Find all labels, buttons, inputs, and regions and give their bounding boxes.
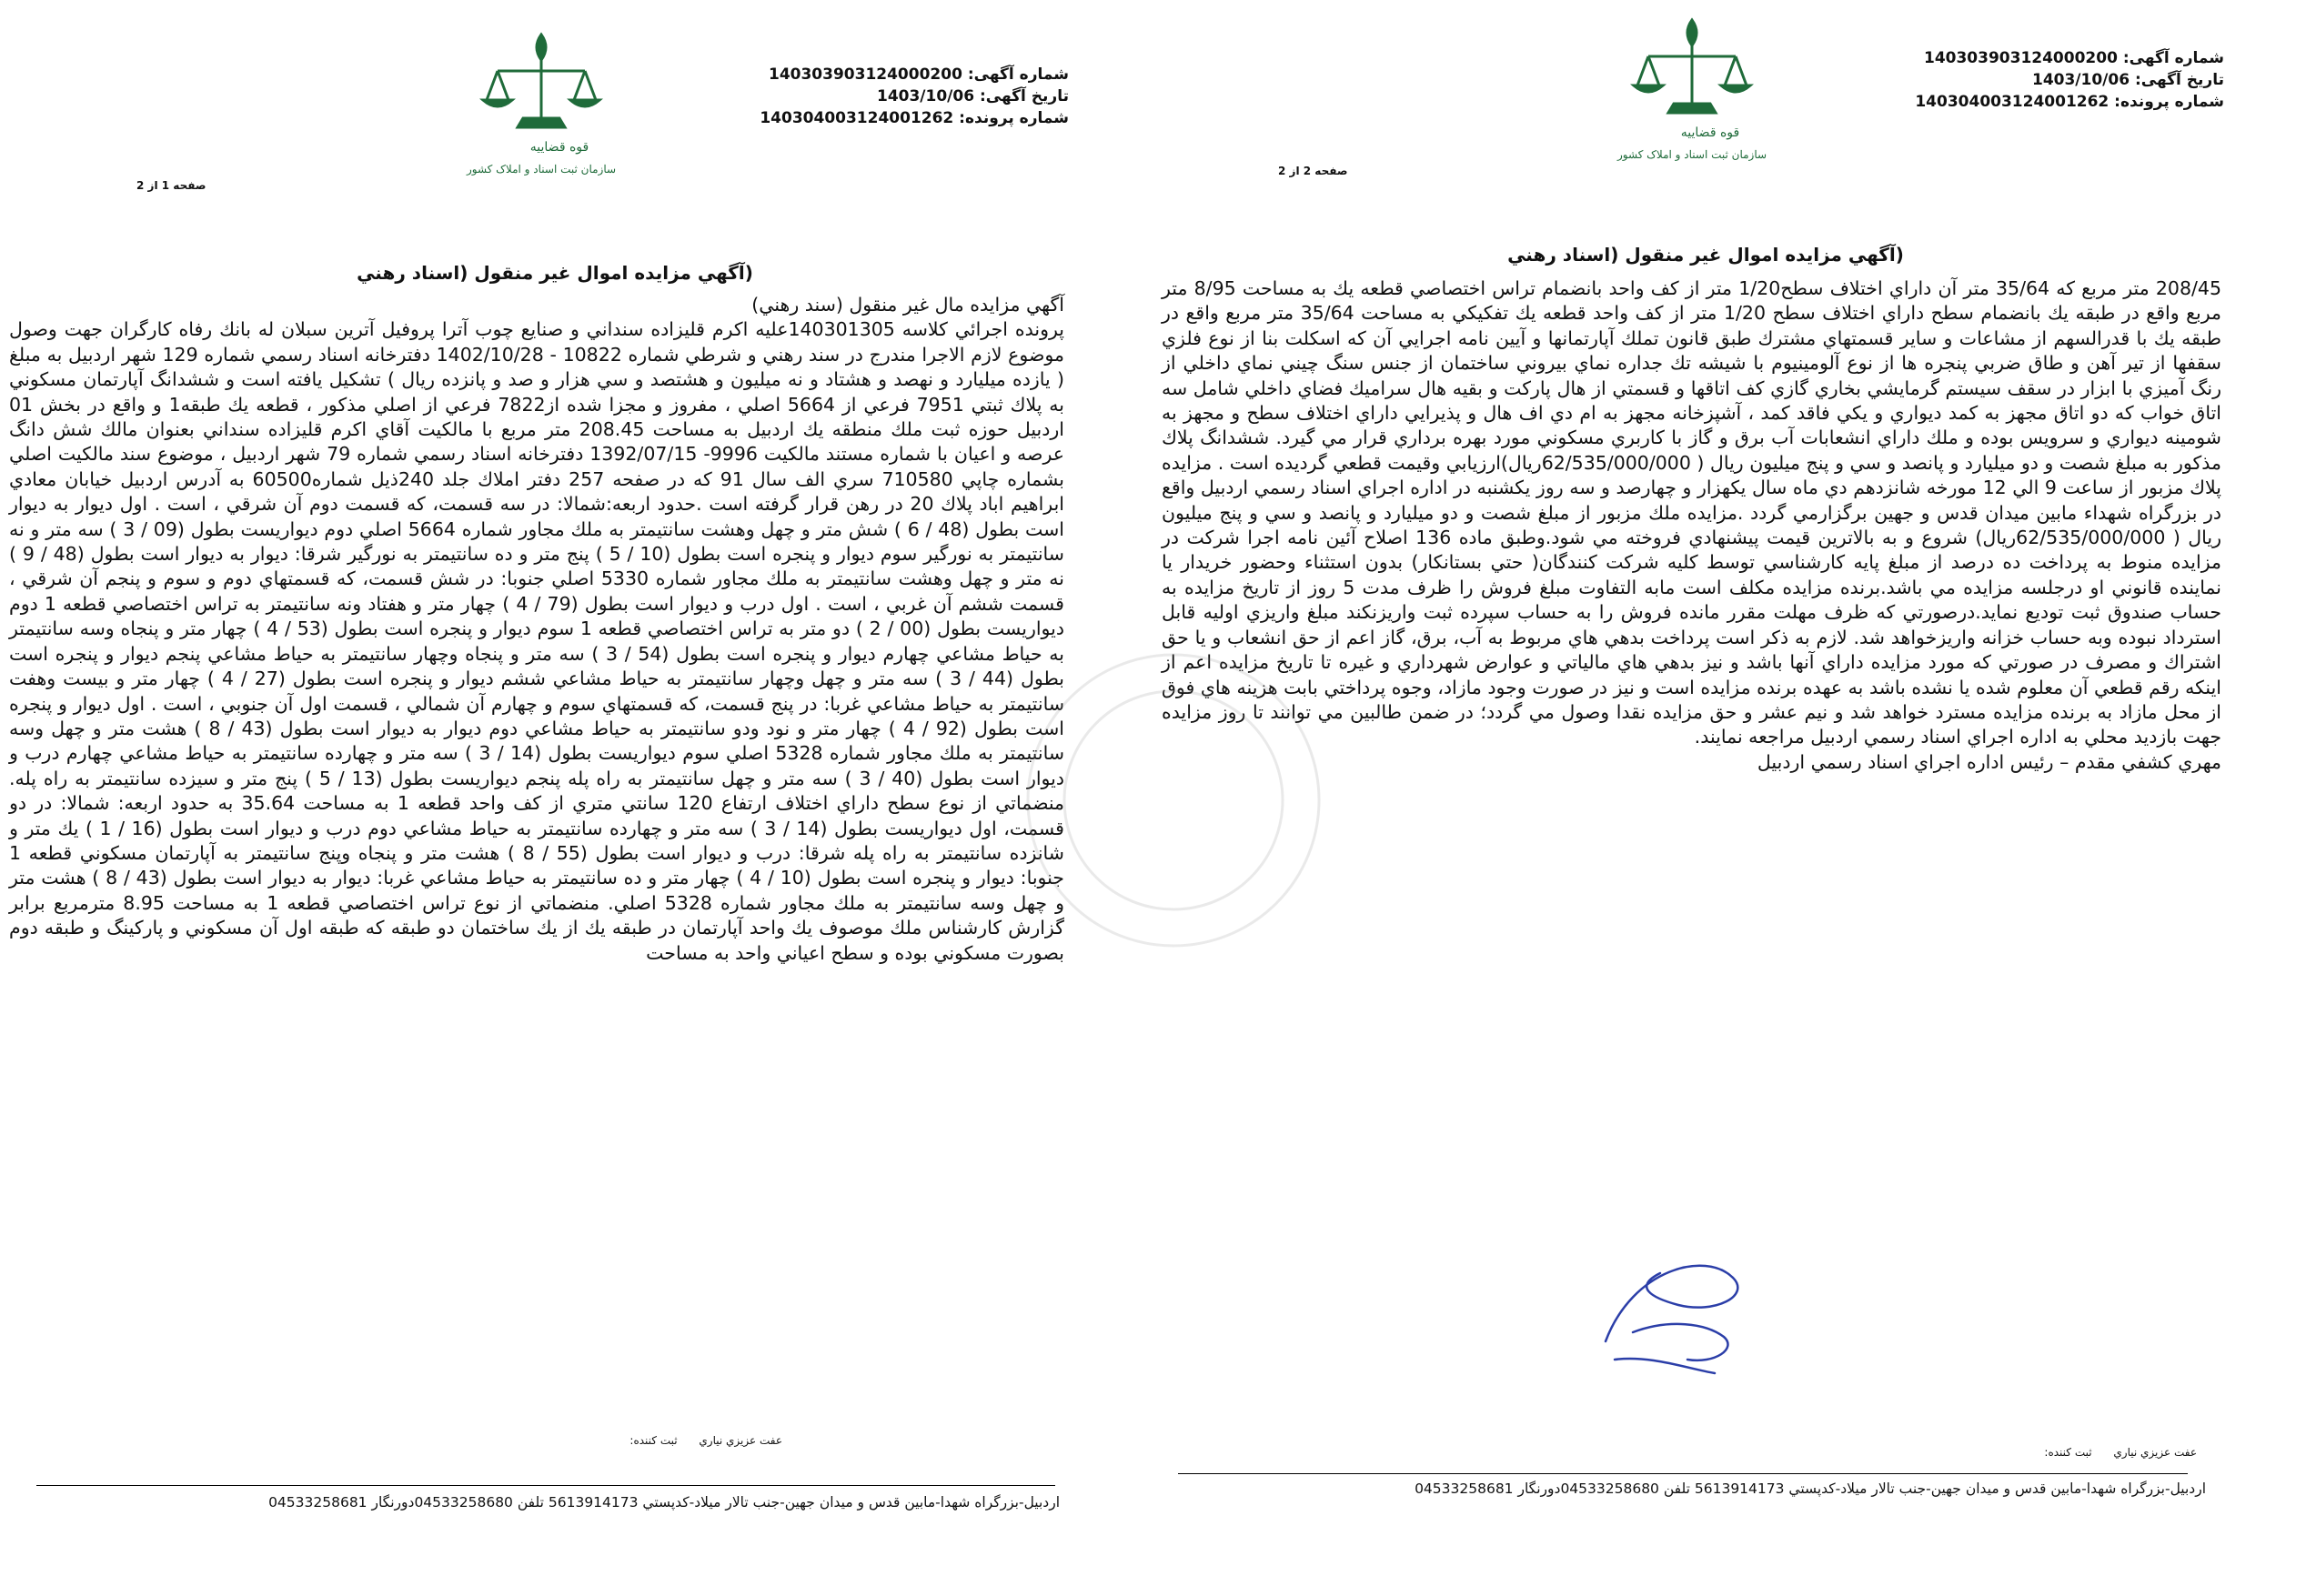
svg-text:قوه قضاییه: قوه قضاییه bbox=[529, 140, 589, 155]
notice-date: تاریخ آگهی: 1403/10/06 bbox=[2031, 71, 2224, 89]
case-number: شماره پرونده: 140304003124001262 bbox=[760, 109, 1069, 127]
registrar-name: عفت عزيزي نياري bbox=[2113, 1446, 2197, 1459]
notice-page-2 bbox=[1151, 0, 2306, 1596]
body-paragraph: 208/45 متر مربع كه 35/64 متر آن داراي اختلاف سطح1/20 متر از كف واحد بانضمام تراس اختصاصي قطعه يك به مساحت 8/95 متر مربع واقع در طبقه يك بانضمام سطح داراي اختلاف سطح 1/20 متر از كف واحد قطعه يك تفكيكي به مساحت 35/64 متر مربع واقع در طبقه يك با قدرالسهم از مشاعات و ساير قسمتهاي مشترك طبق قانون تملك آپارتمانها و آيين نامه اجرايي آن كه اسكلت بنا از نوع فلزي سقفها از تير آهن و طاق ضربي پنجره ها از نوع آلومينيوم با شيشه تك جداره نماي بيروني ساختمان از جنس سنگ چيني نماي داخلي از رنگ آميزي با ابزار در سقف سيستم گرمايشي بخاري گازي كف اتاقها و قسمتي از هال پاركت و بقيه هال سراميك فضاي داخلي شامل سه اتاق خواب كه دو اتاق مجهز به كمد ديواري و يكي فاقد كمد ، آشپزخانه مجهز به ام دي اف هال و پذيرايي داراي اختلاف سطح و مجهز به شومينه ديواري و سرويس بوده و ملك داراي انشعابات آب برق و گاز با كاربري مسكوني مورد بهره برداري قرار مي گيرد. ششدانگ پلاك مذكور به مبلغ شصت و دو ميليارد و پانصد و سي و پنج ميليون ريال ( 62/535/000/000ريال)ارزيابي وقيمت قطعي گرديده است . مزايده پلاك مزبور از ساعت 9 الي 12 مورخه شانزدهم دي ماه سال يكهزار و چهارصد و سه روز يكشنبه در اداره اجراي اسناد رسمي اردبيل واقع در بزرگراه شهداء مابين ميدان قدس و جهين برگزارمي گردد .مزايده ملك مزبور از مبلغ شصت و دو ميليارد و پانصد و سي و پنج ميليون ريال ( 62/535/000/000ريال) شروع و به بالاترين قيمت پيشنهادي فروخته مي شود.وطبق ماده 136 اصلاح آئين نامه اجرا شركت در مزايده منوط به پرداخت ده درصد از مبلغ پايه كارشناسي توسط كليه شركت كنندگان( حتي بستانكار) بدون استثناء وحضور خريدار يا نماينده قانوني او درجلسه مزايده مي باشد.برنده مزايده مكلف است مابه التفاوت مبلغ فروش را ظرف مدت 5 روز از تاريخ مزايده به حساب صندوق ثبت توديع نمايد.درصورتي كه ظرف مهلت مقرر مانده فروش را به حساب سپرده ثبت واريزنكند مبلغ واريزي اوليه قابل استرداد نبوده وبه حساب خزانه واريزخواهد شد. لازم به ذكر است پرداخت بدهي هاي مربوط به آب، برق، گاز اعم از حق انشعاب و يا حق اشتراك و مصرف در صورتي كه مورد مزايده داراي آنها باشد و نيز بدهي هاي مالياتي و عوارض شهرداري و غيره تا تاريخ مزايده اعم از اينكه رقم قطعي آن معلوم شده يا نشده باشد به عهده برنده مزايده است و نيز در صورت وجود مازاد، وجوه پرداختي بابت هزينه هاي فوق از محل مازاد به برنده مزايده مسترد خواهد شد و نيم عشر و حق مزايده نقدا وصول مي گردد؛ در ضمن طالبين مي توانند تا روز مزايده جهت بازديد محلي به اداره اجراي اسناد رسمي اردبيل مراجعه نمايند. bbox=[1162, 277, 2222, 748]
notice-number: شماره آگهی: 140303903124000200 bbox=[1923, 49, 2224, 67]
notice-body bbox=[1162, 276, 2221, 775]
notice-meta bbox=[687, 64, 1069, 129]
registrar-stamp bbox=[555, 1434, 782, 1447]
footer-address: اردبيل-بزرگراه شهدا-مابين قدس و ميدان جهين-جنب تالار ميلاد-كدپستي 5613914173 تلفن 04533258680دورنگار 04533258681 bbox=[1415, 1481, 2206, 1497]
body-heading: آگهي مزايده مال غير منقول (سند رهني) bbox=[751, 294, 1064, 316]
notice-page-1 bbox=[0, 0, 1151, 1596]
notice-title: (آگهي مزايده اموال غير منقول (اسناد رهني bbox=[357, 262, 753, 284]
handwritten-signature bbox=[1578, 1232, 1760, 1387]
registrar-label: ثبت كننده: bbox=[629, 1434, 678, 1447]
footer-address: اردبيل-بزرگراه شهدا-مابين قدس و ميدان جهين-جنب تالار ميلاد-كدپستي 5613914173 تلفن 04533258680دورنگار 04533258681 bbox=[268, 1494, 1060, 1511]
svg-text:قوه قضاییه: قوه قضاییه bbox=[1680, 125, 1740, 140]
registrar-stamp bbox=[1969, 1446, 2197, 1459]
svg-text:سازمان ثبت اسناد و املاک کشور: سازمان ثبت اسناد و املاک کشور bbox=[466, 163, 617, 176]
notice-title: (آگهي مزايده اموال غير منقول (اسناد رهني bbox=[1507, 244, 1904, 266]
body-paragraph: پرونده اجرائي كلاسه 140301305عليه اكرم قليزاده سنداني و صنايع چوب آترا پروفيل آترين سبلان له بانك رفاه كارگران جهت وصول موضوع لازم الاجرا مندرج در سند رهني و شرطي شماره 10822 - 1402/10/28 دفترخانه اسناد رسمي شماره 129 شهر اردبيل به مبلغ ( يازده ميليارد و نهصد و هشتاد و نه ميليون و هشتصد و سي هزار و صد و پانزده ريال ) تشكيل يافته است و ششدانگ آپارتمان مسكوني به پلاك ثبتي 7951 فرعي از 5664 اصلي ، مفروز و مجزا شده از7822 فرعي از اصلي مذكور ، قطعه يك طبقه1 و واقع در بخش 01 اردبيل حوزه ثبت ملك منطقه يك اردبيل به مساحت 208.45 متر مربع با مالكيت آقاي اكرم قليزاده سنداني بعنوان مالك شش دانگ عرصه و اعيان با شماره مستند مالكيت 9996- 1392/07/15 دفترخانه اسناد رسمي شماره 79 شهر اردبيل ، موضوع سند مالكيت اصلي بشماره چاپي 710580 سري الف سال 91 كه در صفحه 257 دفتر املاك جلد 240ذيل شماره60500 به آدرس اردبيل خيابان معادي ابراهيم اباد پلاك 20 در رهن قرار گرفته است .حدود اربعه:شمالا: در سه قسمت، كه قسمت دوم آن شرقي ، است . اول ديوار به ديوار است بطول (48 / 6 ) شش متر و چهل وهشت سانتيمتر به ملك مجاور شماره 5664 اصلي دوم ديواريست بطول (09 / 3 ) سه متر و نه سانتيمتر به نورگير سوم ديوار و پنجره است بطول (10 / 5 ) پنج متر و ده سانتيمتر به نورگير شرقا: ديوار به ديوار است بطول (48 / 9 ) نه متر و چهل وهشت سانتيمتر به ملك مجاور شماره 5330 اصلي جنوبا: در شش قسمت، كه قسمتهاي دوم و سوم و پنجم آن شرقي ، قسمت ششم آن غربي ، است . اول درب و ديوار است بطول (79 / 4 ) چهار متر و هفتاد ونه سانتيمتر به تراس اختصاصي قطعه 1 دوم ديواريست بطول (00 / 2 ) دو متر به تراس اختصاصي قطعه 1 سوم ديوار و پنجره است بطول (53 / 4 ) چهار متر و پنجاه وسه سانتيمتر به حياط مشاعي چهارم ديوار و پنجره است بطول (54 / 3 ) سه متر و پنجاه وچهار سانتيمتر به حياط مشاعي پنجم ديوار و پنجره است بطول (44 / 3 ) سه متر و چهل وچهار سانتيمتر به حياط مشاعي ششم ديوار و پنجره است بطول (27 / 4 ) چهار متر و بيست وهفت سانتيمتر به حياط مشاعي غربا: در پنج قسمت، كه قسمتهاي سوم و چهارم آن شمالي ، قسمت اول آن جنوبي ، است . اول ديوار و پنجره است بطول (92 / 4 ) چهار متر و نود ودو سانتيمتر به حياط مشاعي دوم ديوار به ديوار است بطول (43 / 8 ) هشت متر و چهل وسه سانتيمتر به ملك مجاور شماره 5328 اصلي سوم ديواريست بطول (14 / 3 ) سه متر و چهارده سانتيمتر به حياط مشاعي چهارم درب و ديوار است بطول (40 / 3 ) سه متر و چهل سانتيمتر به راه پله پنجم ديواريست بطول (13 / 5 ) پنج متر و سيزده سانتيمتر به راه پله. منضماتي از نوع سطح داراي اختلاف ارتفاع 120 سانتي متري از كف واحد قطعه 1 به مساحت 35.64 به حدود اربعه: شمالا: در دو قسمت، اول ديواريست بطول (14 / 3 ) سه متر و چهارده سانتيمتر به حياط مشاعي دوم درب و ديوار است بطول (16 / 1 ) يك متر و شانزده سانتيمتر به راه پله شرقا: درب و ديوار است بطول (55 / 8 ) هشت متر و پنجاه وپنج سانتيمتر به آپارتمان مسكوني قطعه 1 جنوبا: ديوار و پنجره است بطول (10 / 4 ) چهار متر و ده سانتيمتر به حياط مشاعي غربا: ديوار به ديوار است بطول (43 / 8 ) هشت متر و چهل وسه سانتيمتر به ملك مجاور شماره 5328 اصلي. منضماتي از نوع تراس اختصاصي قطعه 1 به مساحت 8.95 مترمربع برابر گزارش كارشناس ملك موصوف يك واحد آپارتمان در طبقه يك از يك ساختمان دو طبقه كه طبقه اول آن مسكوني و پاركينگ و طبقه دوم بصورت مسكوني بوده و سطح اعياني واحد به مساحت bbox=[9, 318, 1065, 964]
page-number: صفحه 2 از 2 bbox=[1278, 165, 1348, 177]
notice-meta bbox=[1842, 47, 2224, 113]
registrar-label: ثبت كننده: bbox=[2044, 1446, 2092, 1459]
judiciary-emblem-icon bbox=[466, 27, 617, 182]
notice-date: تاریخ آگهی: 1403/10/06 bbox=[876, 87, 1069, 105]
notice-body bbox=[9, 293, 1064, 966]
notice-number: شماره آگهی: 140303903124000200 bbox=[768, 65, 1069, 84]
case-number: شماره پرونده: 140304003124001262 bbox=[1915, 93, 2224, 111]
registrar-name: عفت عزيزي نياري bbox=[699, 1434, 782, 1447]
footer-divider bbox=[36, 1485, 1055, 1486]
judiciary-emblem-icon bbox=[1616, 13, 1767, 167]
footer-divider bbox=[1178, 1473, 2188, 1474]
page-number: صفحه 1 از 2 bbox=[136, 179, 206, 192]
signatory-line: مهري كشفي مقدم – رئيس اداره اجراي اسناد رسمي اردبيل bbox=[1757, 750, 2221, 773]
svg-text:سازمان ثبت اسناد و املاک کشور: سازمان ثبت اسناد و املاک کشور bbox=[1616, 148, 1767, 161]
